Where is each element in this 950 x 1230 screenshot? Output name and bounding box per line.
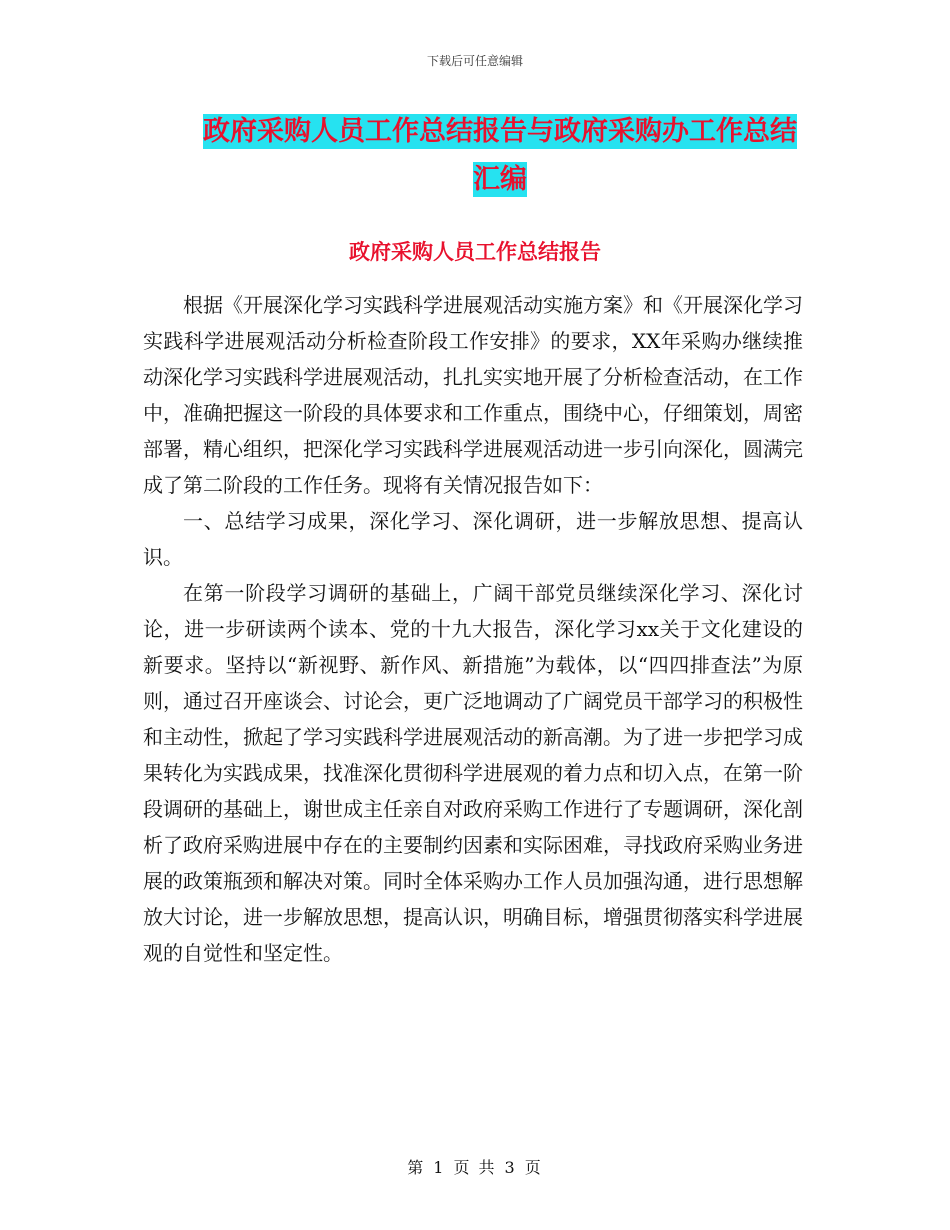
section-title: 政府采购人员工作总结报告 — [349, 240, 601, 264]
page-label-prefix: 第 — [407, 1158, 426, 1177]
page-label-mid: 页 共 — [453, 1158, 497, 1177]
paragraph: 在第一阶段学习调研的基础上，广阔干部党员继续深化学习、深化讨论，进一步研读两个读本、党的十九大报告，深化学习xx关于文化建设的新要求。坚持以“新视野、新作风、新措施”为载体，以“四四排查法”为原则，通过召开座谈会、讨论会，更广泛地调动了广阔党员干部学习的积极性和主动性，掀起了学习实践科学进展观活动的新高潮。为了进一步把学习成果转化为实践成果，找准深化贯彻科学进展观的着力点和切入点，在第一阶段调研的基础上，谢世成主任亲自对政府采购工作进行了专题调研，深化剖析了政府采购进展中存在的主要制约因素和实际困难，寻找政府采购业务进展的政策瓶颈和解决对策。同时全体采购办工作人员加强沟通，进行思想解放大讨论，进一步解放思想，提高认识，明确目标，增强贯彻落实科学进展观的自觉性和坚定性。 — [143, 581, 803, 965]
document-title — [190, 108, 810, 204]
document-body — [143, 287, 803, 971]
header-note: 下载后可任意编辑 — [426, 54, 523, 68]
paragraph: 根据《开展深化学习实践科学进展观活动实施方案》和《开展深化学习实践科学进展观活动分析检查阶段工作安排》的要求，XX年采购办继续推动深化学习实践科学进展观活动，扎扎实实地开展了分析检查活动，在工作中，准确把握这一阶段的具体要求和工作重点，围绕中心，仔细策划，周密部署，精心组织，把深化学习实践科学进展观活动进一步引向深化，圆满完成了第二阶段的工作任务。现将有关情况报告如下： — [143, 293, 803, 497]
page-number: 1 — [433, 1158, 446, 1177]
document-title-text: 政府采购人员工作总结报告与政府采购办工作总结汇编 — [203, 116, 797, 195]
paragraph: 一、总结学习成果，深化学习、深化调研，进一步解放思想、提高认识。 — [143, 509, 803, 569]
page-label-suffix: 页 — [524, 1158, 543, 1177]
page-footer — [0, 1155, 950, 1178]
total-pages: 3 — [504, 1158, 517, 1177]
